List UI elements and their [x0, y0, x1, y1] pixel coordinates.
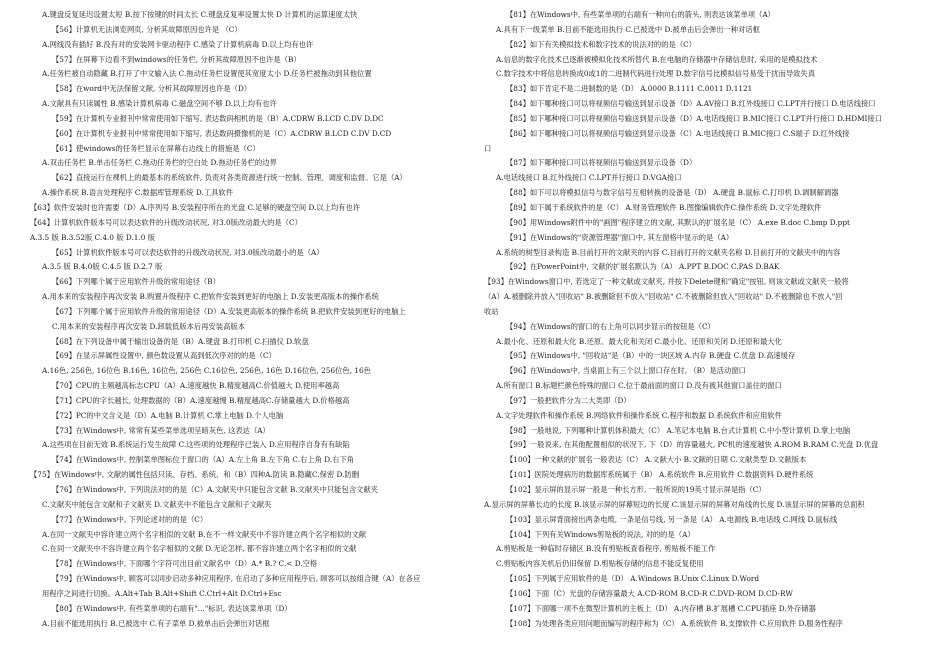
left-column	[30, 8, 458, 631]
question-line: 【84】如下哪种接口可以将视频信号输送到显示设备（D）A.AV接口 B.红外线接口 C.LPT并行接口 D.电话线接口	[506, 99, 876, 109]
question-line: C.用本来的安装程序再次安装 D.卸载低版本后再安装高版本	[52, 321, 245, 331]
question-line: 【66】下列哪个属于应用软件升级的常用途径（B）	[52, 277, 220, 287]
text-line: A.3.5 版 B.3.52版 C.4.0 版 D.1.0 版	[30, 232, 155, 242]
answer-options-line: A.文献具有只读属性 B.感染计算机病毒 C.磁盘空间不够 D.以上均有也许	[42, 99, 277, 109]
question-line: 【67】下列哪个属于应用软件升级的常用途径（D）A.安装更高版本的操作系统 B.把软件安装到更好的电脑上	[52, 306, 406, 316]
question-line: 【71】CPU的字长越长, 处理数据的（B）A.速度越慢 B.精度越高C.存储量越大 D.价格越高	[52, 395, 350, 405]
answer-options-line: A.所有窗口 B.标题栏颜色特殊的窗口 C.位于最前面的窗口 D.没有被其他窗口盖住的窗口	[496, 381, 782, 391]
answer-options-line: A.信息的数字化技术已逐渐被模拟化技术所替代 B.在电脑的存储器中存储信息时, 采用的是模拟技术	[496, 54, 818, 64]
answer-options-line: A.用本来的安装程序再次安装 B.购置升级程序 C.把软件安装到更好的电脑上 D.安装更高版本的操作系统	[42, 292, 379, 302]
question-line: 【100】一种文献的扩展名一般表达（C） A.文献大小 B.文献的日期 C.文献类型 D.文献版本	[506, 455, 807, 465]
question-line: 【79】在Windows中, 顾客可以同步启动多种应用程序, 在启动了多种应用程序后, 顾客可以按组合键（A）在各应	[52, 574, 421, 584]
question-line: 【94】在Windows的窗口的右上角可以同步显示的按钮是（C）	[506, 321, 715, 331]
question-line: 【89】如下属于系统软件的是（C） A.财务管理软件 B.图像编辑软件C.操作系统 D.文字处理软件	[506, 202, 822, 212]
question-line: 【72】PC的中文含义是（D）A.电脑 B.计算机 C.掌上电脑 D.个人电脑	[52, 410, 284, 420]
answer-options-line: A.文字处理软件和操作系统 B.网络软件和操作系统 C.程序和数据 D.系统软件和应用软件	[496, 410, 782, 420]
question-line: 【73】在Windows中, 常常有某些菜单选项呈暗灰色, 这表达（A）	[52, 425, 270, 435]
question-line: 【61】使windows的任务栏显示在屏幕右边线上的措施是（C）	[52, 143, 260, 153]
question-line: 【105】下列属于应用软件的是（D） A.Windows B.Unix C.Linux D.Word	[506, 574, 760, 584]
question-line: 【97】一般把软件分为二大类即（D）	[506, 395, 631, 405]
question-line: 【91】在Windows的"资源管理器"窗口中, 其左窗格中显示的是（A）	[506, 232, 734, 242]
question-line: 【78】在Windows中, 下面哪个字符可出目前文献名中（D）A.* B.? C.< D.空格	[52, 559, 318, 569]
text-line: 收站	[484, 306, 499, 316]
question-line: 【99】一般说来, 在其他配置相似的状况下, 下（D）的容量越大, PC机的速度越快 A.ROM B.RAM C.光盘 D.优盘	[506, 440, 879, 450]
text-line: 口	[484, 143, 492, 153]
question-line: 【59】在计算机专业报刊中常常使用如下缩写, 表达数码相机的是（B）A.CDRW B.LCD C.DV D.DC	[52, 113, 384, 123]
question-line: 【103】显示屏背面接出两条电缆, 一条是信号线, 另一条是（A） A.电源线 B.电话线 C.网线 D.鼠标线	[506, 514, 838, 524]
text-line: （A）A.被删除并放入"回收站" B.被删除但不放入"回收站" C.不被删除但放入"回收站" D.不被删除也不放入"回	[484, 292, 843, 302]
question-line: 【92】在PowerPoint中, 文献的扩展名默认为（A） A.PPT B.DOC C.PAS D.BAK	[506, 262, 780, 272]
answer-options-line: 用程序之间进行切换。A.Alt+Tab B.Alt+Shift C.Ctrl+Alt D.Ctrl+Esc	[42, 588, 282, 598]
answer-options-line: A.网线没有插好 B.没有对的安装网卡驱动程序 C.感染了计算机病毒 D.以上均有也许	[42, 39, 314, 49]
text-line: 【75】在Windows中, 文献的属性包括只读、存档、系统、和（B）四种A.防读 B.隐藏C.保密 D.防删	[30, 470, 360, 480]
question-line: 【108】为处理各类应用问题而编写的程序称为（C） A.系统软件 B.支撑软件 C.应用软件 D.服务性程序	[506, 618, 843, 628]
question-line: 【77】在Windows中, 下列论述对的的是（C）	[52, 514, 208, 524]
right-column	[484, 8, 916, 631]
answer-options-line: A.目前不能选用执行 B.已被选中 C.有子菜单 D.被单击后会弹出对话框	[42, 618, 270, 628]
answer-options-line: C.在同一文献夹中不容许建立两个名字相似的文献 D.无论怎样, 都不容许建立两个名字相似的文献	[42, 544, 357, 554]
text-line: 【64】计算机软件版本号可以表达软件的升级改动状况, 对3.0版改动最大的是（C）	[30, 217, 302, 227]
answer-options-line: A.这些项在目前无效 B.系统运行发生故障 C.这些项的处理程序已装入 D.应用程序自身有有缺陷	[42, 440, 350, 450]
question-line: 【83】如下肯定不是二进制数的是（D） A.0000 B.1111 C.0011 D.1121	[506, 84, 753, 94]
question-line: 【69】在显示屏属性设置中, 颜色数设置从高到低次序对的的是（C）	[52, 351, 276, 361]
answer-options-line: C.文献夹中能包含文献和子文献夹 D.文献夹中不能包含文献和子文献夹	[42, 499, 272, 509]
question-line: 【88】如下可以将模拟信号与数字信号互相转换的设备是（D） A.硬盘 B.鼠标 C.打印机 D.调制解调器	[506, 188, 839, 198]
question-line: 【81】在Windows中, 有些菜单项的右端有一种向右的箭头, 则表达该菜单项（A）	[506, 10, 775, 19]
question-line: 【60】在计算机专业报刊中常常使用如下缩写, 表达数码摄像机的是（C）A.CDRW B.LCD C.DV D.CD	[52, 128, 392, 138]
text-line: 【63】软件安装时也许需要（D）A.序列号 B.安装程序所在的光盘 C.足够的硬盘空间 D.以上均有也许	[30, 202, 361, 212]
answer-options-line: A.剪贴板是一种临时存储区 B.没有剪贴板查看程序, 剪贴板不能工作	[496, 544, 716, 554]
question-line: 【74】在Windows中, 控制菜单图标位于窗口的（A）A.左上角 B.左下角 C.右上角 D.右下角	[52, 455, 355, 465]
question-line: 【85】如下哪种接口可以将视频信号输送到显示设备（D）A.电话线接口 B.MIC接口 C.LPT并行接口 D.HDMI接口	[506, 113, 883, 123]
question-line: 【95】在Windows中, "回收站"是（B）中的一块区域 A.内存 B.硬盘 C.优盘 D.高速缓存	[506, 351, 796, 361]
answer-options-line: A.3.5 版 B.4.0版 C.4.5 版 D.2.7 版	[42, 262, 163, 272]
question-line: 【58】在word中无法保留文献, 分析其故障原因也许是（D）	[52, 84, 252, 94]
answer-options-line: A.任务栏被自动隐藏 B.打开了中文输入法 C.拖动任务栏设置使其宽度太小 D.任务栏被拖动到其他位置	[42, 69, 372, 79]
question-line: 【90】用Windows附件中的"画图"程序建立的文献, 其默认的扩展名是（C） A.exe B.doc C.bmp D.ppt	[506, 217, 850, 227]
answer-options-line: A.具有下一级菜单 B.目前不能选用执行 C.已被选中 D.被单击后会弹出一种对话框	[496, 24, 760, 34]
question-line: 【87】如下哪种接口可以将视频信号输送到显示设备（D）	[506, 158, 697, 168]
answer-options-line: A.键盘反复延迟设置太短 B.按下按键的时间太长 C.键盘反复率设置太快 D 计算机的运算速度太快	[42, 10, 358, 19]
question-line: 【106】下面（C）光盘的存储容量最大 A.CD-ROM B.CD-R C.DVD-ROM D.CD-RW	[506, 588, 793, 598]
question-line: 【102】显示屏的显示屏一般是一种长方形, 一般所说的19英寸显示屏是指（C）	[506, 485, 766, 494]
answer-options-line: A.在同一文献夹中容许建立两个名字相似的文献 B.在不一样文献夹中不容许建立两个名字相似的文献	[42, 529, 367, 539]
question-line: 【80】在Windows中, 有些菜单项的右端有"…"标识, 表达该菜单项（D）	[52, 603, 292, 613]
question-line: 【101】医院处理病历的数据库系统属于（B） A.系统软件 B.应用软件 C.数据资料 D.硬件系统	[506, 470, 814, 480]
answer-options-line: A.16色, 256色, 16位色 B.16色, 16位色, 256色 C.16位色, 256色, 16色 D.16位色, 256位色, 16色	[42, 366, 371, 376]
question-line: 【56】计算机无法浏览网页, 分析其故障原因也许是 （C）	[52, 24, 242, 34]
question-line: 【68】在下列设备中属于输出设备的是（B）A.键盘 B.打印机 C.扫描仪 D.软盘	[52, 336, 309, 346]
answer-options-line: C.剪贴板内容关机后仍旧保留 D.剪贴板存储的信息不能反复使用	[496, 559, 704, 569]
text-line: A.显示屏的屏幕长边的长度 B.该显示屏的屏幕短边的长度 C.该显示屏的屏幕对角线的长度 D.该显示屏的屏幕的总面积	[484, 499, 865, 509]
question-line: 【70】CPU的主频越高标志CPU（A）A.速度越快 B.精度越高C.价值越大 D.使用率越高	[52, 381, 340, 391]
answer-options-line: A.电话线接口 B.红外线接口 C.LPT并行接口 D.VGA接口	[496, 173, 682, 183]
question-line: 【57】在屏幕下边看不到windows的任务栏, 分析其故障原因不也许是（B）	[52, 54, 301, 64]
answer-options-line: A.操作系统 B.语言处理程序 C.数据库管理系统 D.工具软件	[42, 188, 234, 198]
question-line: 【62】直接运行在裸机上的最基本的系统软件, 负责对各类资源进行统一控制、管理、调度和监督。它是（A）	[52, 173, 407, 183]
text-line: 【93】在Windows窗口中, 若选定了一种文献或文献夹, 并按下Delete键和"确定"按钮, 则该文献或文献夹一般将	[484, 277, 849, 287]
question-line: 【107】下面哪一项不在微型计算机的主板上（D） A.内存槽 B.扩展槽 C.CPU插座 D.外存储器	[506, 603, 816, 613]
answer-options-line: C.数字技术中将信息转换成0或1的二进制代码进行处理 D.数字信号比模拟信号易受干扰而导致失真	[496, 69, 816, 79]
answer-options-line: A.系统的树型目录构造 B.目前打开的文献夹的内容 C.目前打开的文献夹名称 D.目前打开的文献夹中的内容	[496, 247, 841, 257]
question-line: 【82】如下有关模拟技术和数字技术的说法对的的是（C）	[506, 39, 696, 49]
question-line: 【98】一般地说, 下列哪种计算机体积最大（C） A.笔记本电脑 B.台式计算机 C.中小型计算机 D.掌上电脑	[506, 425, 851, 435]
answer-options-line: A.双击任务栏 B.单击任务栏 C.拖动任务栏的空白处 D.拖动任务栏的边界	[42, 158, 277, 168]
answer-options-line: A.最小化、还原和最大化 B.还原、最大化和关闭 C.最小化、还原和关闭 D.还原和最大化	[496, 336, 782, 346]
question-line: 【96】在Windows中, 当桌面上有三个以上窗口存在时, （B）是活动窗口	[506, 366, 746, 376]
question-line: 【86】如下哪种接口可以将视频信号输送到显示设备（C）A.电话线接口 B.MIC接口 C.S端子 D.红外线接	[506, 128, 850, 138]
question-line: 【76】在Windows中, 下列说法对的的是（C）A.文献夹中只能包含文献 B.文献夹中只能包含文献夹	[52, 485, 378, 494]
question-line: 【104】下列有关Windows剪贴板的说法, 对的的是（A）	[506, 529, 695, 539]
question-line: 【65】计算机软件版本号可以表达软件的升级改动状况, 对3.0版改动最小的是（A）	[52, 247, 324, 257]
